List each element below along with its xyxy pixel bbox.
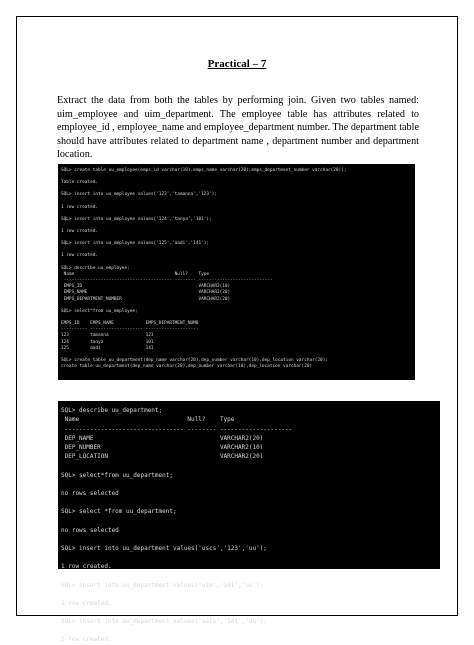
- terminal-line: [61, 480, 437, 489]
- terminal-line: SQL> create table uu_employee(emps_id varchar(10),emps_name varchar(20),emps_department_number varchar(20));: [61, 168, 347, 173]
- terminal-line: SQL> insert into uu_department values('uscs','123','uu');: [61, 544, 267, 552]
- terminal-line: SQL> describe uu_department;: [61, 407, 163, 414]
- terminal-line: [61, 535, 437, 544]
- terminal-line: EMPS_ID VARCHAR2(10): [61, 284, 231, 290]
- terminal-line: 125 aadi 141: [61, 345, 154, 351]
- terminal-line: DEP_LOCATION VARCHAR2(20): [61, 453, 264, 461]
- terminal-line: SQL> insert into uu_employee values('123','tamanna','123');: [61, 192, 217, 198]
- sql-terminal-screenshot-department: [58, 401, 440, 644]
- terminal-line: create table uu_department(dep_name varchar(20),dep_number varchar(10),dep_location varchar(20): [61, 364, 313, 370]
- terminal-line: SQL> create table uu_department(dep_name varchar(20),dep_number varchar(10),dep_location varchar(20);: [61, 358, 328, 364]
- terminal-line: 1 row created.: [61, 636, 112, 644]
- terminal-line: 1 row created.: [61, 599, 112, 607]
- terminal-line: no rows selected: [61, 526, 119, 534]
- terminal-line: ----------------------------------------- -------- ----------------------------: [61, 278, 273, 284]
- terminal-line: DEP_NAME VARCHAR2(20): [61, 434, 264, 442]
- terminal-line: SQL> describe uu_employee;: [61, 265, 130, 271]
- terminal-line: Table created.: [61, 180, 99, 186]
- terminal-line: EMPS_ID EMPS_NAME EMPS_DEPARTMENT_NUMB: [61, 321, 199, 327]
- terminal-line: Name Null? Type: [61, 416, 235, 424]
- terminal-line: [61, 462, 437, 471]
- terminal-line: SQL> insert into uu_employee values('125','aadi','141');: [61, 241, 210, 247]
- terminal-line: 1 row created.: [61, 253, 99, 259]
- terminal-line: SQL> insert into uu_department values('sals','141','uu');: [61, 618, 267, 626]
- terminal-line: DEP_NUMBER VARCHAR2(10): [61, 444, 264, 452]
- terminal-line: --------------------------------- -------- --------------------: [61, 425, 293, 433]
- terminal-line: 124 tanya 101: [61, 339, 154, 345]
- terminal-line: EMPS_DEPARTMENT_NUMBER VARCHAR2(20): [61, 296, 231, 302]
- terminal-line: SQL> select*from uu_employee;: [61, 308, 138, 314]
- terminal-line: [61, 608, 437, 617]
- terminal-line: [61, 553, 437, 562]
- page-title: Practical – 7: [207, 58, 267, 70]
- task-description: Extract the data from both the tables by performing join. Given two tables named: uim_employee and uim_department. The employee table has attributes related to employee_id , employee_name and employee_department number. The department table should have attributes related to department name , department number and department location.: [57, 95, 419, 161]
- terminal-line: [61, 626, 437, 635]
- sql-terminal-screenshot-employee: [58, 164, 415, 380]
- terminal-line: ---------- -------------------- --------------------: [61, 327, 199, 333]
- terminal-line: [61, 498, 437, 507]
- terminal-line: EMPS_NAME VARCHAR2(20): [61, 290, 231, 296]
- terminal-line: [61, 572, 437, 581]
- terminal-line: [61, 590, 437, 599]
- terminal-line: no rows selected: [61, 490, 119, 498]
- terminal-line: SQL> select*from uu_department;: [61, 471, 173, 479]
- terminal-line: SQL> insert into uu_department values('uim','101','uu');: [61, 581, 264, 589]
- terminal-line: 123 tamanna 123: [61, 333, 154, 339]
- terminal-line: SQL> select *from uu_department;: [61, 508, 177, 516]
- terminal-line: 1 row created.: [61, 204, 99, 210]
- terminal-line: SQL> insert into uu_employee values('124','tanya','101');: [61, 216, 212, 222]
- terminal-line: 1 row created.: [61, 229, 99, 235]
- terminal-line: 1 row created.: [61, 563, 112, 571]
- terminal-line: [61, 517, 437, 526]
- terminal-line: Name Null? Type: [61, 271, 210, 277]
